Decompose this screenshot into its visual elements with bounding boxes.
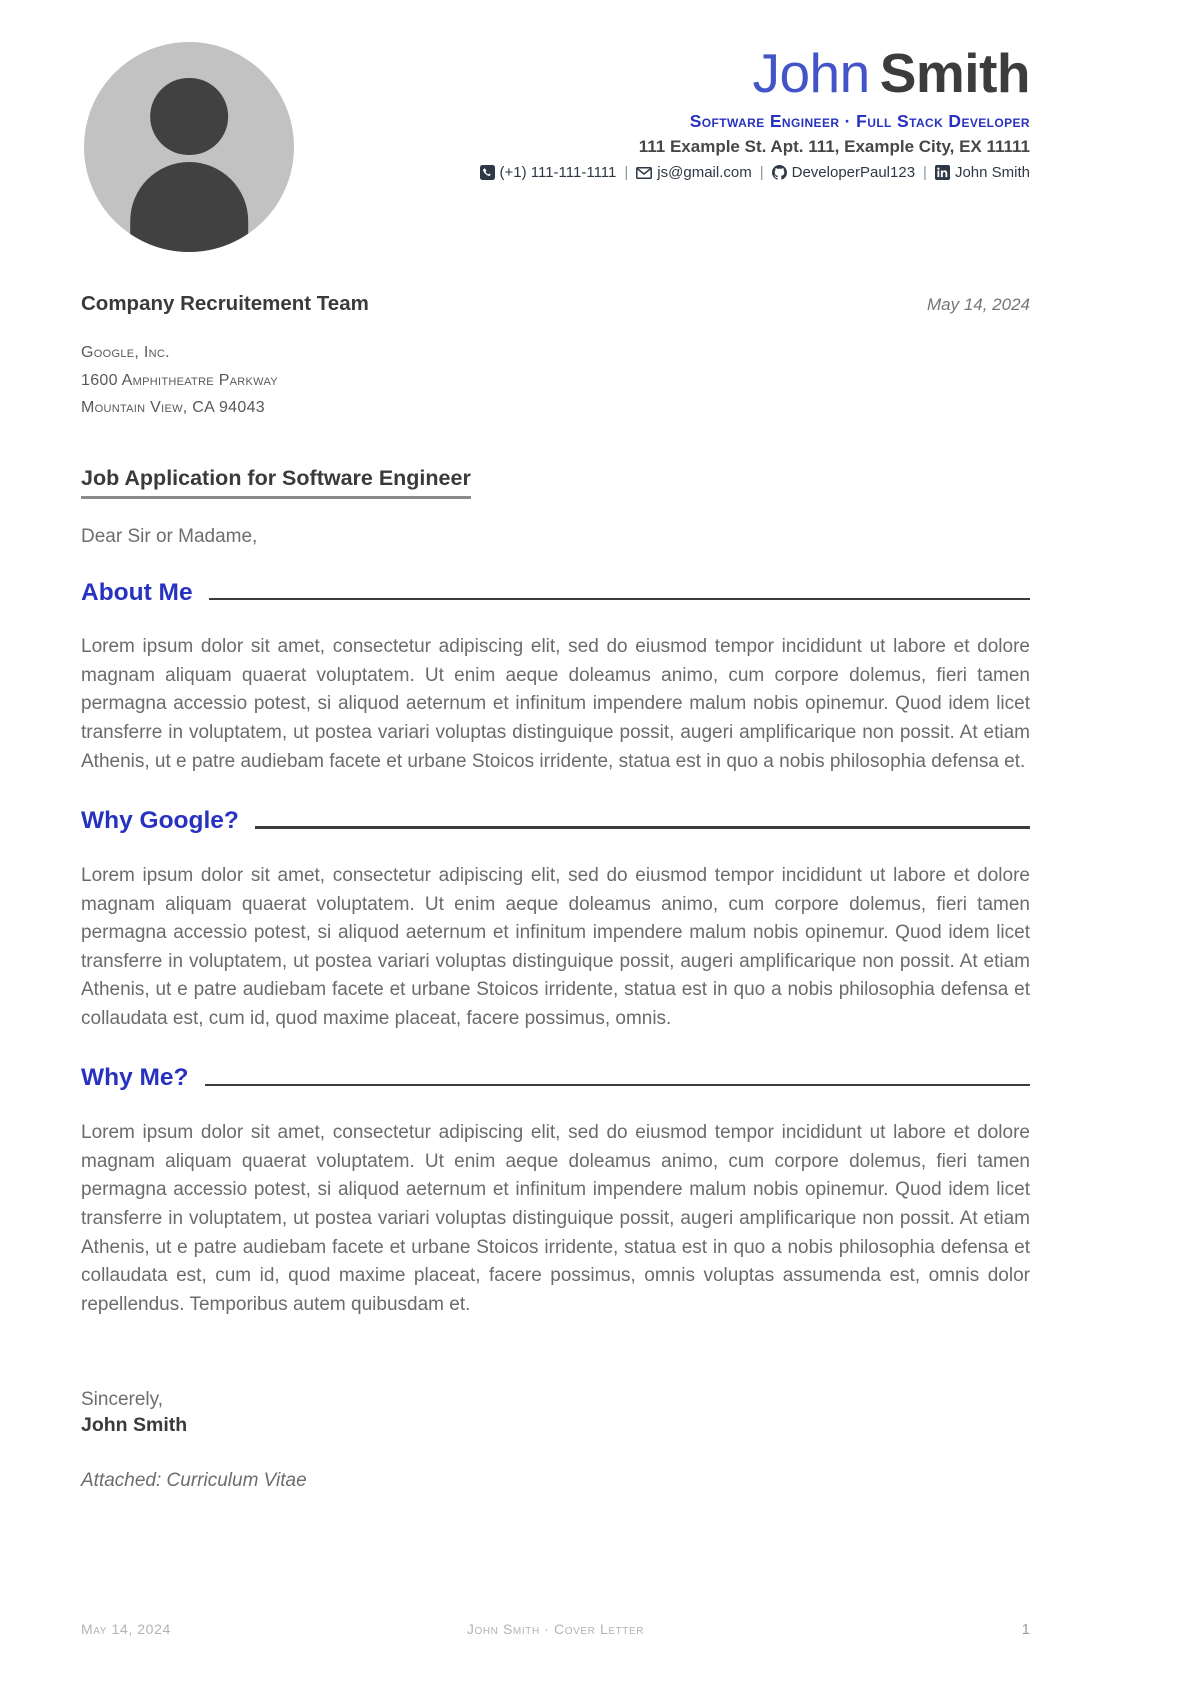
subject-line: Job Application for Software Engineer xyxy=(81,466,471,499)
linkedin-entry[interactable] xyxy=(935,164,1030,181)
section-rule xyxy=(209,598,1030,601)
last-name: Smith xyxy=(879,42,1030,104)
org-address-line-1: 1600 Amphitheatre Parkway xyxy=(81,371,278,389)
closing-valediction: Sincerely, xyxy=(81,1389,164,1411)
section-heading xyxy=(81,1065,1030,1091)
contact-separator: | xyxy=(624,164,629,181)
footer-date: May 14, 2024 xyxy=(81,1621,171,1637)
github-entry[interactable] xyxy=(772,164,915,181)
recipient-name: Company Recruitement Team xyxy=(81,292,369,315)
contact-bar xyxy=(480,164,1031,181)
email-entry[interactable] xyxy=(636,164,751,181)
section-body: Lorem ipsum dolor sit amet, consectetur adipiscing elit, sed do eiusmod tempor incididunt ut labore et dolore magnam aliquam quaerat voluptatem. Ut enim aeque doleamus animo, cum corpore dolemus, fieri tamen permagna accessio potest, si aliquod aeternum et infinitum impendere malum nobis opinemur. Quod idem licet transferre in voluptatem, ut postea variari voluptas distinguique possit, augeri amplificarique non possit. At etiam Athenis, ut e patre audiebam facete et urbane Stoicos irridente, statua est in quo a nobis philosophia defensa et. xyxy=(81,636,1030,772)
phone-entry[interactable] xyxy=(480,164,617,181)
applicant-address: 111 Example St. Apt. 111, Example City, EX 11111 xyxy=(638,137,1030,156)
first-name: John xyxy=(752,42,870,104)
section-rule xyxy=(205,1084,1030,1087)
attachment-note: Attached: Curriculum Vitae xyxy=(81,1470,307,1492)
phone-square-icon xyxy=(480,165,495,180)
contact-separator: | xyxy=(923,164,927,181)
phone-number: (+1) 111-111-1111 xyxy=(499,164,617,181)
header xyxy=(81,42,1030,252)
section-why-me xyxy=(81,1065,1030,1319)
github-username: DeveloperPaul123 xyxy=(791,164,916,181)
signature-name: John Smith xyxy=(81,1414,188,1437)
section-body: Lorem ipsum dolor sit amet, consectetur adipiscing elit, sed do eiusmod tempor incididunt ut labore et dolore magnam aliquam quaerat voluptatem. Ut enim aeque doleamus animo, cum corpore dolemus, fieri tamen permagna accessio potest, si aliquod aeternum et infinitum impendere malum nobis opinemur. Quod idem licet transferre in voluptatem, ut postea variari voluptas distinguique possit, augeri amplificarique non possit. At etiam Athenis, ut e patre audiebam facete et urbane Stoicos irridente, statua est in quo a nobis philosophia defensa et collaudata est, cum id, quod maxime placeat, facere possimus, omnis. xyxy=(81,864,1030,1029)
section-heading xyxy=(81,580,1030,606)
linkedin-name: John Smith xyxy=(954,164,1030,181)
github-icon xyxy=(772,165,787,180)
footer-page-number: 1 xyxy=(1021,1621,1030,1638)
footer-center-title: John Smith · Cover Letter xyxy=(466,1621,645,1637)
linkedin-icon xyxy=(935,165,950,180)
avatar-head-shape xyxy=(150,78,228,156)
header-name-block xyxy=(480,42,1031,181)
position-title: Software Engineer · Full Stack Developer xyxy=(689,111,1030,131)
email-address: js@gmail.com xyxy=(657,164,752,181)
section-title: Why Google? xyxy=(81,807,239,835)
envelope-icon xyxy=(636,167,652,179)
section-why-google xyxy=(81,808,1030,1033)
organization-name: Google, Inc. xyxy=(81,344,170,361)
section-body: Lorem ipsum dolor sit amet, consectetur adipiscing elit, sed do eiusmod tempor incididunt ut labore et dolore magnam aliquam quaerat voluptatem. Ut enim aeque doleamus animo, cum corpore dolemus, fieri tamen permagna accessio potest, si aliquod aeternum et infinitum impendere malum nobis opinemur. Quod idem licet transferre in voluptatem, ut postea variari voluptas distinguique possit, augeri amplificarique non possit. At etiam Athenis, ut e patre audiebam facete et urbane Stoicos irridente, statua est in quo a nobis philosophia defensa et collaudata est, cum id, quod maxime placeat, facere possimus, omnis voluptas assumenda est, omnis dolor repellendus. Temporibus autem quibusdam et. xyxy=(81,1122,1030,1315)
page-footer xyxy=(81,1621,1030,1638)
section-title: About Me xyxy=(81,578,193,606)
recipient-address-block xyxy=(81,339,1030,422)
section-about-me xyxy=(81,580,1030,777)
contact-separator: | xyxy=(759,164,764,181)
applicant-name xyxy=(480,42,1031,104)
letter-date: May 14, 2024 xyxy=(926,295,1030,314)
greeting: Dear Sir or Madame, xyxy=(81,525,258,547)
org-address-line-2: Mountain View, CA 94043 xyxy=(81,399,265,416)
profile-avatar xyxy=(84,42,294,252)
recipient-row xyxy=(81,292,1030,316)
section-title: Why Me? xyxy=(81,1064,189,1092)
avatar-shoulders-shape xyxy=(130,162,248,252)
section-heading xyxy=(81,808,1030,834)
section-rule xyxy=(255,826,1030,829)
